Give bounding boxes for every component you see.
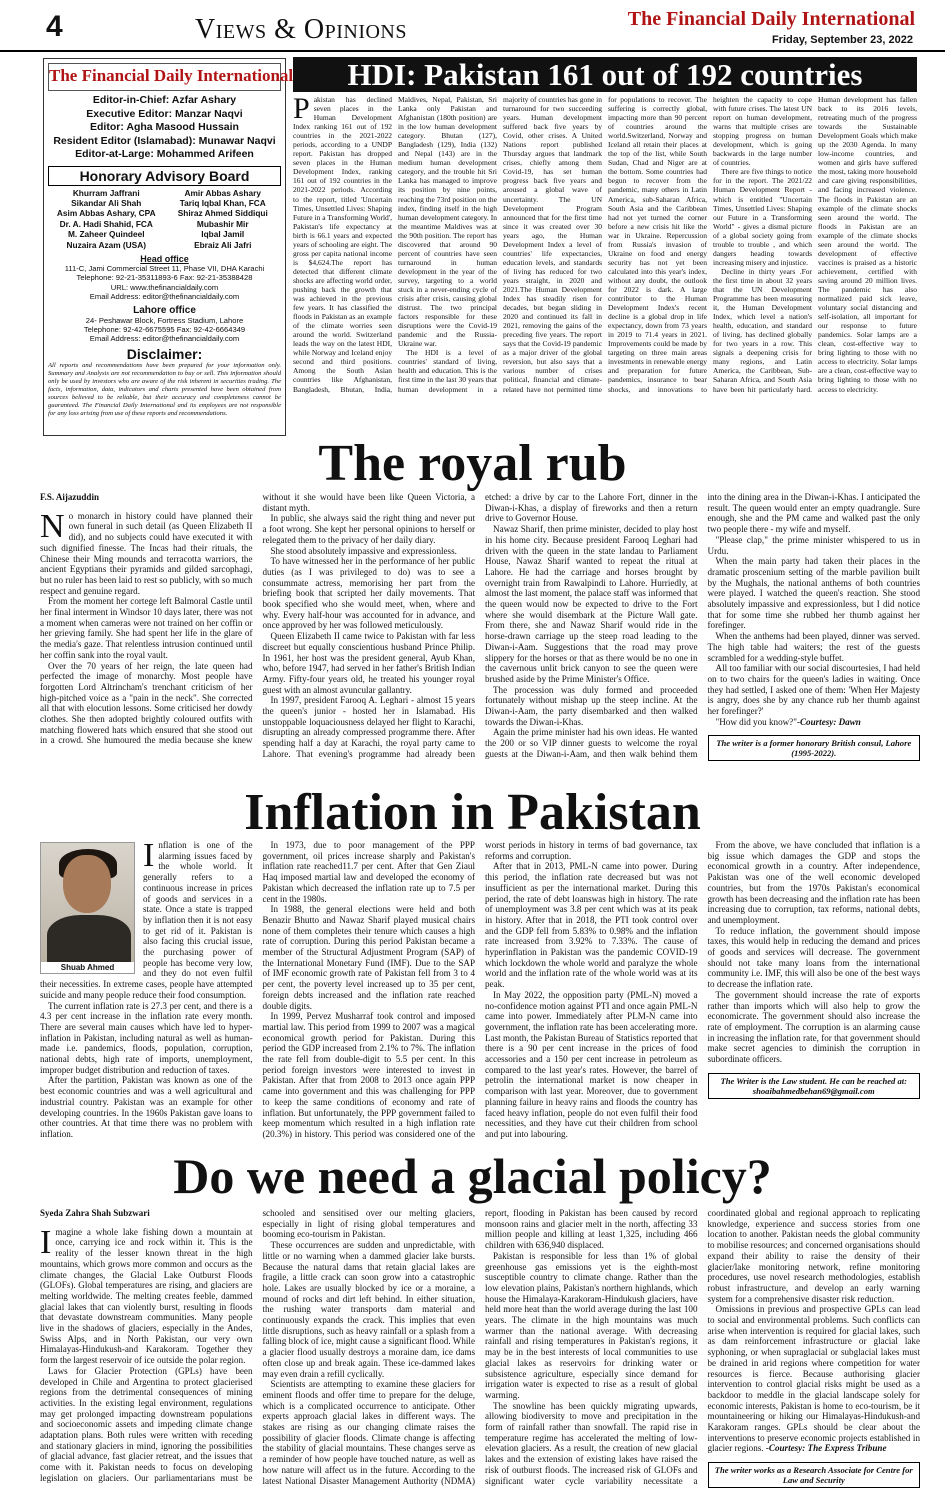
staff-line: Executive Editor: Manzar Naqvi	[86, 107, 243, 120]
advisor: M. Zaheer Quindeel	[67, 229, 145, 240]
staff-line: Editor: Agha Masood Hussain	[90, 121, 239, 133]
article-paragraph: When the anthems had been played, dinner was served. The high table had waiters; the rest of the guests scrambled for a wedding-style buffet.	[707, 631, 920, 663]
advisory-board-title: Honorary Advisory Board	[48, 166, 281, 186]
royal-byline: F.S. Aijazuddin	[40, 492, 99, 502]
article-paragraph: After that in 2013, PML-N came into power. During this period, the inflation rate decreased but was not insufficient as per the international market. During this period, the rate of debt loanswas high in history. The rate of unemployment was 3.8 per cent which was at its peak in history. After that in 2018, the PTI took control over and the GDP fell from 5.83% to 0.98% and the inflation rate increased from 3.92% to 7.33%. The cause of hyperinflation in Pakistan was the pandemic COVID-19 which lockdown the whole world and paralyze the whole world and the inflation rate of the whole world was at its peak.	[485, 861, 698, 990]
advisor: Amir Abbas Ashary	[184, 187, 261, 198]
article-paragraph: Inflation is one of the alarming issues faced by the whole world. It generally refers to a continuous increase in prices of goods and services in a state. Once a state is trapped by inflation then it is not easy to get rid of it. Pakistan is also facing this crucial issue, the purchasing power of people has become very low, and they do not even fulfil their necessities. In extreme cases, people have attempted suicide and many people reduce their food consumption.	[40, 840, 253, 1000]
article-paragraph: Pakistan has declined seven places in the Human Development Index ranking 161 out of 192 countries in the 2021-2022 periods, according to a UNDP report. Pakistan has dropped seven places in the Human Development Index, ranking 161 out of 192 countries in the 2021-2022 periods. According to the report, titled 'Uncertain Times, Unsettled Lives: Shaping Future in a Transforming World', Pakistan's life expectancy at birth is 66.1 years and expected years of schooling are eight. The gross per capita national income is $4,624.The report has detected that different climate shocks are affecting world order, pushing back the growth that was achieved in the previous few years. It has classified the floods in Pakistan as an example of the climate worries seen around the world. Switzerland leads the way on the latest HDI, while Norway and Iceland enjoy second and third positions. Among the South Asian countries like Afghanistan, Bangladesh, Bhutan, India, Maldives, Nepal, Pakistan, Sri Lanka only Pakistan and Afghanistan (180th position) are in the low human development category. Bhutan (127), Bangladesh (129), India (132) and Nepal (143) are in the medium human development category, and the trouble hit Sri Lanka has managed to improve its position by nine points, reaching the 73rd position on the index, finding itself in the high human development category. In the meantime Maldives was at the 90th position. The report has discovered that around 90 percent of countries have seen turnaround in human development in the year of the survey, targeting to a world stuck in a never-ending cycle of crisis after crisis, causing global distrust. The two principal factors responsible for these disruptions were the Covid-19 pandemic and the Russia-Ukraine war.	[293, 95, 497, 394]
article-paragraph: The procession was duly formed and proceeded fortunately without mishap up the steep incline. At the Diwan-i-Aam, the party disembarked and then walked towards the Diwan-i-Khas.	[485, 684, 698, 727]
article-paragraph: Laws for Glacier Protection (GPLs) have been developed in Chile and Argentina to protect glacierised regions from the detrimental consequences of mining activities. In the existing legal environment, regulations may get prolonged impacting downstream populations and socioeconomic assets and impeding climate change adaptation plans. Both rules were written with receding and stationary glaciers in mind, ignoring the possibilities of glacial advance, fast glacier retreat, and the issues that come with it. Pakistan needs to focus on developing legislation on glaciers. Our parliamentarians must be schooled and sensitised over our melting glaciers, especially in light of rising global temperatures and booming eco-tourism in Pakistan.	[40, 1208, 475, 1483]
editorial-box	[43, 58, 294, 436]
staff-line: Editor-at-Large: Mohammed Arifeen	[75, 148, 254, 160]
drop-cap: N	[40, 507, 65, 545]
article-paragraph: Again the prime minister had his own ideas. He wanted the 200 or so VIP dinner guests to welcome the royal guests at the Diwan-i-Aam, and then walk behind them into the dining area in the Diwan-i-Khas. I anticipated the result. The queen would enter an empty quadrangle. Sure enough, she and the PM came and walked past the only two people there - my wife and myself.	[485, 492, 920, 759]
advisor: Tariq Iqbal Khan, FCA	[179, 197, 266, 208]
disclaimer-text: All reports and recommendations have been prepared for your information only. Summary and Analysis are not recommendation to buy or sell. This information should only be used by investors who are aware of the risk inherent in securities trading. The facts, information, data, indicators and charts presented have been obtained from sources believed to be reliable, but their accuracy and completeness cannot be guaranteed. The Financial Daily International and its employees are not responsible for any loss arising from use of these reports and recommendations.	[48, 361, 281, 417]
disclaimer-title: Disclaimer:	[126, 345, 203, 362]
article-paragraph: Over the 70 years of her reign, the late queen had perfected the image of monarchy. Most people have forgotten Lord Altrincham's trenchant criticism of her high-pitched voice as a "pain in the neck". She corrected all that with elocution lessons. Some criticised her dowdy clothes. She then adopted brightly coloured outfits with matching flowered hats which ensured that she stood out in a crowd. She humoured the media because she knew without it she would have been like Queen Victoria, a distant myth.	[40, 492, 475, 746]
head-office-address: 111-C, Jami Commercial Street 11, Phase VII, DHA Karachi	[64, 263, 265, 273]
drop-cap: I	[143, 840, 155, 874]
article-paragraph: When the main party had taken their places in the dramatic proscenium setting of the marble pavilion built by the Mughals, the national anthems of both countries were played. I watched the queen's reaction. She stood absolutely impassive and expressionless, but I did notice that for some time she rubbed her thumb against her forefinger.	[707, 556, 920, 631]
glacial-headline: Do we need a glacial policy?	[173, 1148, 772, 1204]
editorial-staff	[48, 94, 281, 162]
article-paragraph: Pakistan is responsible for less than 1% of global greenhouse gas emissions yet is the eighth-most susceptible country to climate change. Rather than the low elevation plains, Pakistan's northern highlands, which house the Himalaya-Karakoram-Hindukush glaciers, have held more heat than the world average during the last 100 years. The climate in the high mountains was much warmer than the national average. With decreasing rainfall and rising temperatures in Pakistan's regions, it may be in the best interests of local communities to use glacial lakes as reservoirs for drinking water or subsistence agriculture, especially since demand for irrigation water is expected to rise as a result of global warming.	[485, 1250, 698, 1400]
article-paragraph: The HDI is a level of countries' standard of living, health and education. This is the first time in the last 30 years that human development in a majority of countries has gone in turnaround for two succeeding years. Human development suffered back five years by Covid, other crises. A United Nations report published Thursday argues that landmark crises, chiefly among them Covid-19, has set human progress back five years and aroused a global wave of uncertainty. The UN Development Program announced that for the first time since it was created over 30 years ago, the Human Development Index a level of countries' life expectancies, education levels, and standards of living has reduced for two years straight, in 2020 and 2021.The Human Development Index has steadily risen for decades, but began sliding in 2020 and continued its fall in 2021, removing the gains of the preceding five years. The report says that the Covid-19 pandemic as a major driver of the global reversion, but also says that a various number of crises political, financial and climate-related have not permitted time for populations to recover. The suffering is correctly global, impacting more than 90 percent of countries around the world.Switzerland, Norway and Iceland all retain their places at the top of the list, while South Sudan, Chad and Niger are at the bottom. Some countries had begun to recover from the pandemic, many others in Latin America, sub-Saharan Africa, South Asia and the Caribbean had not yet turned the corner before a new crisis hit like the war in Ukraine. Repercussion from Russia's invasion of Ukraine on food and energy security has not yet been calculated into this year's index, without any doubt, the outlook for 2022 is dark. A large contributor to the Human Development Index's recent decline is a global drop in life expectancy, down from 73 years in 2019 to 71.4 years in 2021. Improvements could be made by targeting on three main areas investments in renewable energy and preparation for future pandemics, insurance to bear shocks, and innovations to heighten the capacity to cope with future crises. The latest UN report on human development, warns that multiple crises are stopping progress on human development, which is going backwards in the large number of countries.	[398, 95, 812, 394]
advisor: Iqbal Jamil	[201, 229, 245, 240]
article-paragraph: "How did you know?"-Courtesy: Dawn	[715, 716, 861, 727]
article-paragraph: From the moment her cortege left Balmoral Castle until her final interment in Windsor 10 days later, there was not a moment when cameras were not trained on her coffin or her grieving family. She had spent her life in the glare of the media's gaze. That relentless intrusion continued until her coffin sank into the royal vault.	[40, 596, 253, 660]
issue-date: Friday, September 23, 2022	[771, 34, 913, 46]
brand-logo: The Financial Daily International	[627, 8, 915, 30]
author-bio: The writer works as a Research Associate for Centre for Law and Security	[708, 1462, 921, 1488]
staff-line: Editor-in-Chief: Azfar Ashary	[92, 94, 237, 106]
author-bio: The writer is a former honorary British consul, Lahore (1995-2022).	[708, 735, 921, 761]
article-paragraph: No monarch in history could have planned their own funeral in such detail (as Queen Elizabeth II did), and no subjects could have executed it with such dignified finesse. The Incas had their rituals, the Chinese their Ming mounds and terracotta warriors, the ancient Egyptians their pyramids and gilded sarcophagi, but no ruler has been laid to rest so publicly, with so much respect and genuine regard.	[40, 507, 253, 596]
lahore-office-title: Lahore office	[133, 304, 196, 316]
article-paragraph: There are five things to notice for in the report. The 2021/22 Human Development Report - which is entitled "Uncertain Times, Unsettled Lives: Shaping our Future in a Transforming World" - gives a dismal picture of a global society going from trouble to trouble , and which dangers heading towards increasing misery and injustice.	[713, 167, 812, 267]
article-paragraph: To reduce inflation, the government should impose taxes, this would help in reducing the demand and prices of goods and services will decrease. The government should not take many loans from the international community i.e. IMF, this will also be one of the best ways to decrease the inflation rate.	[707, 925, 920, 990]
photo-caption: Shuab Ahmed	[41, 962, 134, 973]
article-paragraph: To have witnessed her in the performance of her public duties (as I was privileged to do) was to see a consummate actress, memorising her part from the briefing book that scripted her daily movements. That book specified who she would meet, when, where and why. Every half-hour was accounted for in advance, and once approved by her was followed meticulously.	[262, 556, 475, 631]
article-paragraph: All too familiar with our social discourtesies, I had held on to two chairs for the queen's ladies in waiting. Once they had settled, I asked one of them: 'When Her Majesty is angry, does she by any chance rub her thumb against her forefinger?'	[707, 663, 920, 717]
article-paragraph: In public, she always said the right thing and never put a foot wrong. She kept her personal opinions to herself or relegated them to the privacy of her daily diary.	[262, 513, 475, 545]
article-paragraph: After the partition, Pakistan was known as one of the best economic countries and was a well agricultural and industrial country. Pakistan was an example for other developing countries. In the 1960s Pakistan gave loans to other countries. At that time there was no problem with inflation.	[40, 1075, 253, 1139]
courtesy-line: -Courtesy: Dawn	[796, 716, 861, 727]
section-title: Views & Opinions	[195, 14, 407, 45]
article-paragraph: She stood absolutely impassive and expressionless.	[270, 545, 457, 556]
article-paragraph: Decline in thirty years .For the first time in about 32 years that the UN Development Programme has been measuring it, the Human Development Index, which level a nation's health, education, and standard of living, has declined globally for two years in a row. This signals a deepening crisis for many regions, and Latin America, the Caribbean, Sub-Saharan Africa, and South Asia have been hit particularly hard. Human development has fallen back to its 2016 levels, retreating much of the progress towards the Sustainable Development Goals which make up the 2030 Agenda. In many low-income countries, and women and girls have suffered the most, taking more household and care giving responsibilities, and facing increased violence. The floods in Pakistan are an example of the climate shocks seen around the world. The floods in Pakistan are an example of the climate shocks seen around the world. The development of effective vaccines is praised as a historic achievement, certified with saving around 20 million lives. The pandemic has also normalized paid sick leave, voluntary social distancing and self-isolation, all important for our response to future pandemics. Solar lamps are a clean, cost-effective way to bring lighting to those with no access to electricity. Solar lamps are a clean, cost-effective way to bring lighting to those with no access to electricity.	[713, 95, 917, 394]
staff-line: Resident Editor (Islamabad): Munawar Naqvi	[53, 134, 276, 147]
hdi-article-body	[293, 95, 917, 433]
drop-cap: I	[40, 1223, 52, 1261]
glacial-byline: Syeda Zahra Shah Subzwari	[40, 1208, 150, 1218]
royal-headline: The royal rub	[318, 435, 627, 492]
lahore-office-address: 24- Peshawar Block, Fortress Stadium, Lahore	[85, 315, 244, 325]
article-paragraph: In 1999, Pervez Musharraf took control and imposed martial law. This period from 1999 to 2007 was a magical economical growth period for Pakistan. During this period the GDP increased from 2.1% to 7%. The inflation the rate fell from double-digit to 5.5 per cent. In this period foreign investors were interested to invest in Pakistan. After that from 2008 to 2013 once again PPP came into government and this was challenging for PPP to keep the same conditions of economy and rate of inflation. But unfortunately, the PPP government failed to keep momentum which resulted in a high inflation rate (20.3%) in history. This period was considered one of the worst periods in history in terms of bad governance, tax reforms and corruption.	[262, 840, 698, 1139]
head-office-email: Email Address: editor@thefinancialdaily.com	[89, 292, 240, 302]
article-paragraph: In May 2022, the opposition party (PML-N) moved a no-confidence motion against PTI and once again PML-N came into power. Immediately after PLM-N came into government, the inflation rate has been accelerating more. Last month, the Pakistan Bureau of Statistics reported that there is a 90 per cent increase in the prices of food accessories and a 150 per cent increase in petroleum as compared to the last year's rates. However, the barrel of petrolin the international market is now cheaper in comparison with last year. Moreover, due to government planning failure in heavy rains and floods the country has faced heavy inflation, people do not even fulfil their food necessities, and they have cut their children from school and put into labouring.	[485, 989, 698, 1139]
head-office-url: URL: www.thefinancialdaily.com	[110, 282, 219, 292]
article-paragraph: "Please clap," the prime minister whispered to us in Urdu.	[707, 534, 920, 556]
article-paragraph: Queen Elizabeth II came twice to Pakistan with far less discreet but equally conscientious husband Prince Philip. In 1961, her host was the president general, Ayub Khan, who, before 1947, had served in her father's British Indian Army. Fifty-four years old, he treated his younger royal guest with an almost avuncular gallantry.	[262, 631, 475, 695]
head-office-title: Head office	[140, 253, 189, 264]
inflation-article-body	[40, 840, 920, 1144]
advisor: Mubashir Mir	[196, 218, 249, 229]
masthead	[0, 0, 945, 52]
article-paragraph: The snowline has been quickly migrating upwards, allowing biodiversity to move and precipitation in the form of rainfall rather than snowfall. The rapid rise in temperature regime has accelerated the melting of low-elevation glaciers. As a result, the creation of new glacial lakes and the extension of existing lakes have raised the risk of outburst floods. The increased risk of GLOFs and significant water cycle variability necessitate a coordinated global and regional approach to replicating knowledge, experience and success stories from one location to another. Pakistan needs the global community to mobilise resources; and concerned organisations should expand their ability to raise the density of their glacier/lake monitoring network, refine monitoring procedures, use novel research methodologies, establish robust infrastructure, and develop an early warning system for a comprehensive disaster risk reduction.	[485, 1208, 920, 1486]
article-paragraph: The government should increase the rate of exports rather than imports which will also help to grow the economicrate. The government should also increase the rate of employment. The corruption is an alarming cause in increasing the inflation rate, for that government should make secret agencies to diminish the corruption in subordinate officers.	[707, 989, 920, 1065]
advisor: Khurram Jaffrani	[72, 187, 140, 198]
article-paragraph: Omissions in previous and prospective GPLs can lead to social and environmental problems. Such conflicts can arise when intervention is required for glacial lakes, such as dam reinforcement infrastructure or glacial lake syphoning, or when supraglacial or subglacial lakes must be drained in arid regions where competition for water resources is fierce. Because authorising glacier intervention to control glacial risks might be used as a backdoor to meddle in the glacial landscape solely for economic interests, Pakistan is home to eco-tourism, be it mountaineering or hiking our Himalayas-Hindukush-and Karakoram ranges. GPLs should be clear about the interventions to preserve economic projects established in glacier regions. -Courtesy: The Express Tribune	[707, 1304, 920, 1454]
article-paragraph: Imagine a whole lake fishing down a mountain at once, carrying ice and rock within it. This is the reality of the lesser known threat in the high mountains, which grows more common and occurs as the climate changes, the Glacial Lake Outburst Floods (GLOFs). Global temperatures are rising, and glaciers are melting worldwide. The melting creates feeble, dammed glacial lakes that can violently burst, resulting in floods that devastate downstream communities. Many people live in the shadows of glaciers, especially in the Andes, Swiss Alps, and in North Pakistan, our very own Himalayas-Hindukush-and Karakoram. Together they form the largest reservoir of ice outside the polar region.	[40, 1223, 253, 1366]
advisor: Ebraiz Ali Jafri	[194, 239, 252, 250]
advisors-right	[165, 188, 282, 250]
advisor: Shiraz Ahmed Siddiqui	[177, 208, 268, 219]
author-bio: The Writer is the Law student. He can be reached at: shoaibahmedbehan69@gmail.com	[708, 1073, 921, 1099]
article-paragraph: From the above, we have concluded that inflation is a big issue which damages the GDP and stops the economical growth in a country. After independence, Pakistan was one of the well economic developed countries, but from the 1970s Pakistan's economical growth has been decreasing and the inflation rate has been increasing due to corruption, tax reforms, national debts, and unemployment.	[707, 840, 920, 925]
hdi-headline: HDI: Pakistan 161 out of 192 countries	[293, 57, 917, 92]
article-paragraph: In 1973, due to poor management of the PPP government, oil prices increase sharply and Pakistan's inflation rate reached11.7 per cent. After that Gen Ziaul Haq imposed martial law and developed the economy of Pakistan which decreased the inflation rate up to 7.5 per cent in the 1980s.	[262, 840, 475, 904]
article-paragraph: In 1988, the general elections were held and both Benazir Bhutto and Nawaz Sharif played musical chairs none of them completes their tenure which causes a high rate of corruption. During this period Pakistan became a member of the Structural Adjustment Program (SAP) of the International Monetary Fund (IMF). Due to the SAP of IMF economic growth rate of Pakistan fell from 3 to 4 per cent, the poverty level increased up to 35 per cent, foreign debts increased and the inflation rate reached double digits.	[262, 904, 475, 1011]
article-paragraph: Nawaz Sharif, then prime minister, decided to play host in his home city. Because president Farooq Leghari had driven with the queen in the state landau to Parliament House, Nawaz Sharif wanted to repeat the ritual at Lahore. He had the carriage and horses brought by overnight train from Rawalpindi to Lahore. Hurriedly, at almost the last moment, the palace staff was informed that the queen would now be expected to drive to the Fort where she would disembark at the Picture Wall gate. From there, she and Nawaz Sharif would ride in the horse-drawn carriage up the steep road leading to the Diwan-i-Aam. Suggestions that the road may prove slippery for the horses or that as there would be no one in the cavernous unlit brick canyon to see the queen were brushed aside by the Prime Minister's Office.	[485, 524, 698, 684]
lahore-office-email: Email Address: editor@thefinancialdaily.com	[89, 334, 240, 344]
courtesy-line: -Courtesy: The Express Tribune	[765, 1443, 887, 1454]
advisors-left	[48, 188, 165, 250]
inflation-headline: Inflation in Pakistan	[244, 784, 701, 841]
lahore-office-phone: Telephone: 92-42-6675595 Fax: 92-42-6664349	[83, 324, 246, 334]
drop-cap: P	[293, 95, 310, 125]
article-paragraph: Scientists are attempting to examine these glaciers for eminent floods and offer time to prepare for the deluge, which is a complicated occurrence to anticipate. Other experts approach glacial lakes in different ways. The stakes are rising as our changing climate raises the possibility of glacier floods. Climate change is affecting the stability of glacial mountains. These changes serve as a reminder of how people have touched nature, as well as how nature will affect us in the future. According to the latest National Disaster Management Authority (NDMA) report, flooding in Pakistan has been caused by record monsoon rains and glacier melt in the north, affecting 33 million people and killing at least 1,325, including 466 children with 636,940 displaced.	[262, 1208, 698, 1486]
advisor: Nuzaira Azam (USA)	[66, 239, 146, 250]
article-paragraph: These occurrences are sudden and unpredictable, with little or no warning when a dammed glacier lake bursts. Because the natural dams that retain glacial lakes are fragile, a little crack can soon grow into a catastrophic hole. Lakes are usually blocked by ice or a moraine, a mound of rocks and dirt left behind. In either situation, the rushing water transports dam material and continuously expands the crack. This implies that even little disruptions, such as heavy rainfall or a splash from a falling block of ice, might cause a significant flood. While a glacier flood usually destroys a moraine dam, ice dams often close up and break again. These ice-dammed lakes may even drain a refill cyclically.	[262, 1240, 475, 1379]
author-photo	[40, 842, 135, 974]
head-office-phone: Telephone: 92-21-35311893-6 Fax: 92-21-35388428	[76, 273, 253, 283]
royal-article-body	[40, 492, 920, 780]
editorial-logo: The Financial Daily International	[48, 63, 281, 91]
advisor: Sikandar Ali Shah	[71, 197, 142, 208]
advisory-board	[48, 188, 281, 250]
advisor: Asim Abbas Ashary, CPA	[56, 208, 156, 219]
article-paragraph: In 1997, president Farooq A. Leghari - almost 15 years the queen's junior - hosted her in Islamabad. His unstoppable loquaciousness delayed her flight to Karachi, disrupting an already compressed programme there. After spending half a day at Karachi, the royal party came to Lahore. That evening's programme had already been etched: a drive by car to the Lahore Fort, dinner in the Diwan-i-Khas, a display of fireworks and then a return drive to Governor House.	[262, 492, 698, 759]
page-number: 4	[46, 10, 63, 43]
advisor: Dr. A. Hadi Shahid, FCA	[59, 218, 153, 229]
glacial-article-body	[40, 1208, 920, 1510]
article-paragraph: The current inflation rate is 27.3 per cent, and there is a 4.3 per cent increase in the inflation rate every month. There are several main causes which have led to hyper-inflation in Pakistan, including natural as well as human-made i.e. pandemics, floods, population, corruption, national debts, high rate of imports, unemployment, improper budget distribution and reduction of taxes.	[40, 1000, 253, 1075]
